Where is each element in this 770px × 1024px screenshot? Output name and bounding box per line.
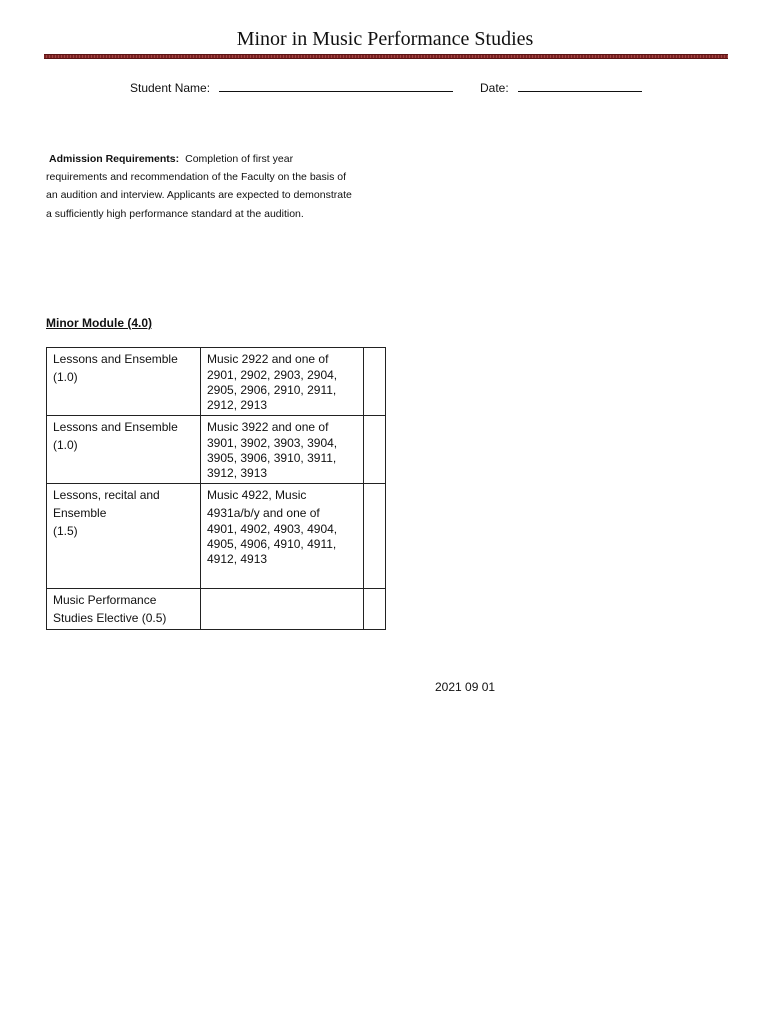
- requirement-line: Lessons, recital and: [53, 488, 160, 502]
- requirement-line: Ensemble: [53, 506, 107, 520]
- requirement-line: Studies Elective (0.5): [53, 611, 167, 625]
- course-line: 4912, 4913: [207, 552, 268, 566]
- course-line: Music 2922 and one of: [207, 352, 329, 366]
- course-line: 4931a/b/y and one of: [207, 506, 320, 520]
- course-line: 3901, 3902, 3903, 3904,: [207, 436, 338, 450]
- document-date: 2021 09 01: [435, 680, 496, 694]
- student-name-line[interactable]: [219, 79, 453, 92]
- check-cell[interactable]: [364, 484, 386, 589]
- courses-cell[interactable]: [201, 589, 364, 630]
- check-cell[interactable]: [364, 348, 386, 416]
- courses-cell: [201, 348, 364, 416]
- course-line: 4901, 4902, 4903, 4904,: [207, 522, 338, 536]
- requirement-line: Lessons and Ensemble: [53, 420, 178, 434]
- module-heading: Minor Module (4.0): [46, 316, 152, 330]
- requirement-line: (1.0): [53, 438, 78, 452]
- table-row: [47, 484, 386, 589]
- course-line: 3912, 3913: [207, 466, 268, 480]
- student-name-label: Student Name:: [130, 81, 211, 95]
- course-line: 3905, 3906, 3910, 3911,: [207, 451, 337, 465]
- requirement-line: (1.5): [53, 524, 78, 538]
- courses-cell: [201, 416, 364, 484]
- course-line: Music 3922 and one of: [207, 420, 329, 434]
- module-table: [46, 347, 386, 630]
- title-divider: [44, 54, 728, 59]
- page-title: Minor in Music Performance Studies: [236, 28, 534, 50]
- course-line: 4905, 4906, 4910, 4911,: [207, 537, 337, 551]
- course-line: 2912, 2913: [207, 398, 268, 412]
- requirement-cell: [47, 589, 201, 630]
- admission-requirements: [46, 150, 356, 223]
- student-name-field[interactable]: [130, 79, 453, 95]
- date-line[interactable]: [518, 79, 642, 92]
- table-row: [47, 348, 386, 416]
- check-cell[interactable]: [364, 416, 386, 484]
- requirement-cell: [47, 484, 201, 589]
- table-row: [47, 416, 386, 484]
- course-line: 2905, 2906, 2910, 2911,: [207, 383, 337, 397]
- requirement-cell: [47, 416, 201, 484]
- requirement-line: (1.0): [53, 370, 78, 384]
- admission-text: Completion of first year requirements and recommendation of the Faculty on the basis of an audition and interview. Applicants are expected to demonstrate a sufficiently high performance standard at the audition.: [46, 153, 352, 220]
- course-line: Music 4922, Music: [207, 488, 307, 502]
- date-field[interactable]: [480, 79, 642, 95]
- table-row: [47, 589, 386, 630]
- course-line: 2901, 2902, 2903, 2904,: [207, 368, 338, 382]
- check-cell[interactable]: [364, 589, 386, 630]
- date-label: Date:: [480, 81, 509, 95]
- requirement-line: Music Performance: [53, 593, 157, 607]
- courses-cell: [201, 484, 364, 589]
- admission-label: Admission Requirements:: [49, 153, 180, 165]
- requirement-cell: [47, 348, 201, 416]
- requirement-line: Lessons and Ensemble: [53, 352, 178, 366]
